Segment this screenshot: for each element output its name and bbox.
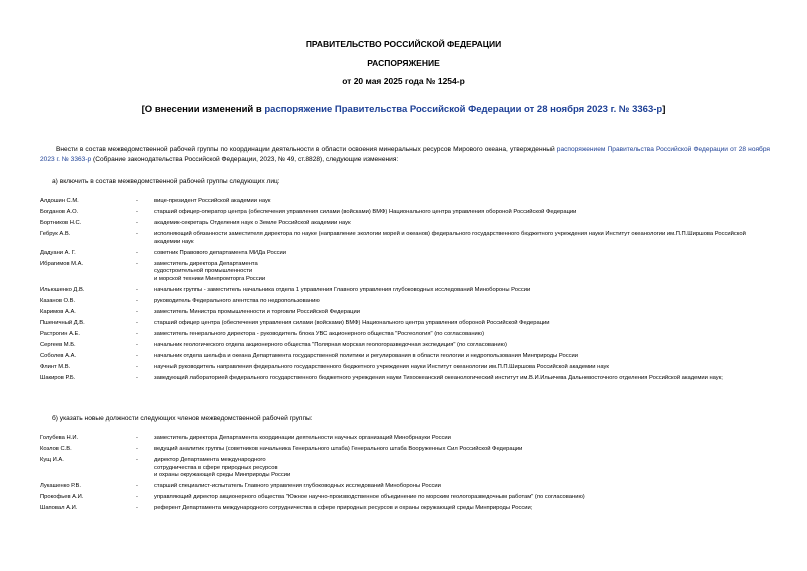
member-name: Ильюшенко Д.В. <box>40 286 85 293</box>
member-row <box>40 364 770 372</box>
member-position: старший специалист-испытатель Главного управления глубоководных исследований Минобороны России <box>154 483 441 490</box>
member-row <box>40 209 770 217</box>
dash-separator: - <box>136 330 138 337</box>
intro-paragraph <box>40 145 770 165</box>
member-row <box>40 342 770 350</box>
member-name: Флинт М.В. <box>40 363 71 370</box>
member-name: Пшеничный Д.В. <box>40 319 85 326</box>
member-position: управляющий директор акционерного общества "Южное научно-производственное объединение по морским геологоразведочным работам" (по согласованию) <box>154 494 585 501</box>
member-position: советник Правового департамента МИДа России <box>154 249 286 256</box>
dash-separator: - <box>136 286 138 293</box>
member-position: руководитель Федерального агентства по недропользованию <box>154 297 320 304</box>
member-name: Каримов А.А. <box>40 308 76 315</box>
member-position: старший офицер центра (обеспечения управления силами (войсками) ВМФ) Национального центра управления обороной Российской Федерации <box>154 319 550 326</box>
member-name: Соболев А.А. <box>40 352 77 359</box>
section-b-list <box>40 435 770 513</box>
member-name: Казанов О.В. <box>40 297 76 304</box>
member-position: начальник группы - заместитель начальника отдела 1 управления Главного управления глубоководных исследований Минобороны России <box>154 286 531 293</box>
member-position: заместитель директора Департамента координации деятельности научных организаций Минобрнауки России <box>154 435 451 441</box>
dash-separator: - <box>136 308 138 315</box>
member-name: Лукашенко Р.В. <box>40 483 82 490</box>
member-row <box>40 309 770 317</box>
member-row <box>40 331 770 339</box>
dash-separator: - <box>136 445 138 452</box>
member-position: ведущий аналитик группы (советников начальника Генерального штаба) Генерального штаба Вооруженных Сил Российской Федерации <box>154 445 523 452</box>
member-name: Кущ И.А. <box>40 456 64 463</box>
member-name: Козлов С.В. <box>40 445 72 452</box>
member-name: Гебрук А.В. <box>40 230 71 237</box>
member-row <box>40 250 770 258</box>
member-row <box>40 261 770 284</box>
member-position: заведующий лабораторией федерального государственного бюджетного учреждения науки Тихоокеанский океанологический институт им.В.И.Ильичева Дальневосточного отделения Российской академии наук; <box>154 374 723 381</box>
member-position: заместитель директора Департамента судостроительной промышленности и морской техники Минпромторга России <box>154 260 266 282</box>
subject-prefix: [О внесении изменений в <box>141 104 265 115</box>
document-date-number: от 20 мая 2025 года № 1254-р <box>342 76 465 86</box>
member-position: исполняющий обязанности заместителя директора по науке (направление экологии морей и океанов) федерального государственного бюджетного учреждения науки Институт океанологии им.П.П.Ширшова Российской академии наук <box>154 230 746 245</box>
member-position: вице-президент Российской академии наук <box>154 198 271 204</box>
member-name: Алдошин С.М. <box>40 198 79 204</box>
member-name: Богданов А.О. <box>40 208 79 215</box>
member-row <box>40 375 770 383</box>
document-type: РАСПОРЯЖЕНИЕ <box>367 58 440 68</box>
dash-separator: - <box>136 260 138 267</box>
member-name: Дадуани А. Г. <box>40 249 76 256</box>
member-row <box>40 198 770 206</box>
dash-separator: - <box>136 363 138 370</box>
dash-separator: - <box>136 483 138 490</box>
intro-text-1: Внести в состав межведомственной рабочей группы по координации деятельности в области освоения минеральных ресурсов Мирового океана, утвержденный <box>56 146 557 153</box>
government-title: ПРАВИТЕЛЬСТВО РОССИЙСКОЙ ФЕДЕРАЦИИ <box>305 39 502 49</box>
dash-separator: - <box>136 208 138 215</box>
member-name: Голубева Н.И. <box>40 435 79 441</box>
dash-separator: - <box>136 505 138 512</box>
member-row <box>40 353 770 361</box>
dash-separator: - <box>136 219 138 226</box>
member-row <box>40 231 770 246</box>
document-subject <box>0 104 807 115</box>
member-row <box>40 483 770 491</box>
member-position: начальник геологического отдела акционерного общества "Полярная морская геологоразведочная экспедиция" (по согласованию) <box>154 341 507 348</box>
member-position: старший офицер-оператор центра (обеспечения управления силами (войсками) ВМФ) Национального центра управления обороной Российской Федерации <box>154 208 577 215</box>
dash-separator: - <box>136 341 138 348</box>
member-name: Шаповал А.И. <box>40 505 78 512</box>
member-name: Ибрагимов М.А. <box>40 260 84 267</box>
section-a-list <box>40 198 770 382</box>
member-position: заместитель Министра промышленности и торговли Российской Федерации <box>154 308 360 315</box>
member-name: Растрогин А.Е. <box>40 330 81 337</box>
member-name: Прокофьев А.И. <box>40 494 84 501</box>
member-name: Бортников Н.С. <box>40 219 82 226</box>
member-name: Сергеев М.Б. <box>40 341 76 348</box>
dash-separator: - <box>136 374 138 381</box>
member-position: референт Департамента международного сотрудничества в сфере природных ресурсов и охраны окружающей среды Минприроды России; <box>154 505 533 512</box>
section-a-title: а) включить в состав межведомственной рабочей группы следующих лиц: <box>52 178 280 185</box>
dash-separator: - <box>136 230 138 237</box>
subject-suffix: ] <box>662 104 666 115</box>
member-position: научный руководитель направления федерального государственного бюджетного учреждения науки Институт океанологии им.П.П.Ширшова Российской академии наук <box>154 363 609 370</box>
member-position: заместитель генерального директора - руководитель блока УВС акционерного общества "Росгеология" (по согласованию) <box>154 330 485 337</box>
member-position: директор Департамента международного сотрудничества в сфере природных ресурсов и охраны окружающей среды Минприроды России <box>154 456 291 479</box>
member-row <box>40 435 770 443</box>
dash-separator: - <box>136 435 138 441</box>
member-position: академик-секретарь Отделения наук о Земле Российской академии наук <box>154 219 351 226</box>
member-row <box>40 505 770 513</box>
dash-separator: - <box>136 494 138 501</box>
member-row <box>40 494 770 502</box>
intro-text-2: (Собрание законодательства Российской Федерации, 2023, № 49, ст.8828), следующие изменения: <box>91 156 399 163</box>
dash-separator: - <box>136 198 138 204</box>
subject-link[interactable]: распоряжение Правительства Российской Федерации от 28 ноября 2023 г. № 3363-р <box>264 104 663 115</box>
member-row <box>40 287 770 295</box>
intro-link[interactable]: распоряжением Правительства Российской Федерации от 28 ноября 2023 г. № 3363-р <box>40 146 770 163</box>
member-row <box>40 320 770 328</box>
member-name: Шакиров Р.Б. <box>40 374 76 381</box>
member-row <box>40 298 770 306</box>
member-row <box>40 457 770 480</box>
member-row <box>40 220 770 228</box>
dash-separator: - <box>136 249 138 256</box>
dash-separator: - <box>136 319 138 326</box>
member-row <box>40 446 770 454</box>
dash-separator: - <box>136 456 138 463</box>
member-position: начальник отдела шельфа и океана Департамента государственной политики и регулирования в области геологии и недропользования Минприроды России <box>154 352 579 359</box>
dash-separator: - <box>136 352 138 359</box>
section-b-title: б) указать новые должности следующих членов межведомственной рабочей группы: <box>52 415 313 422</box>
dash-separator: - <box>136 297 138 304</box>
